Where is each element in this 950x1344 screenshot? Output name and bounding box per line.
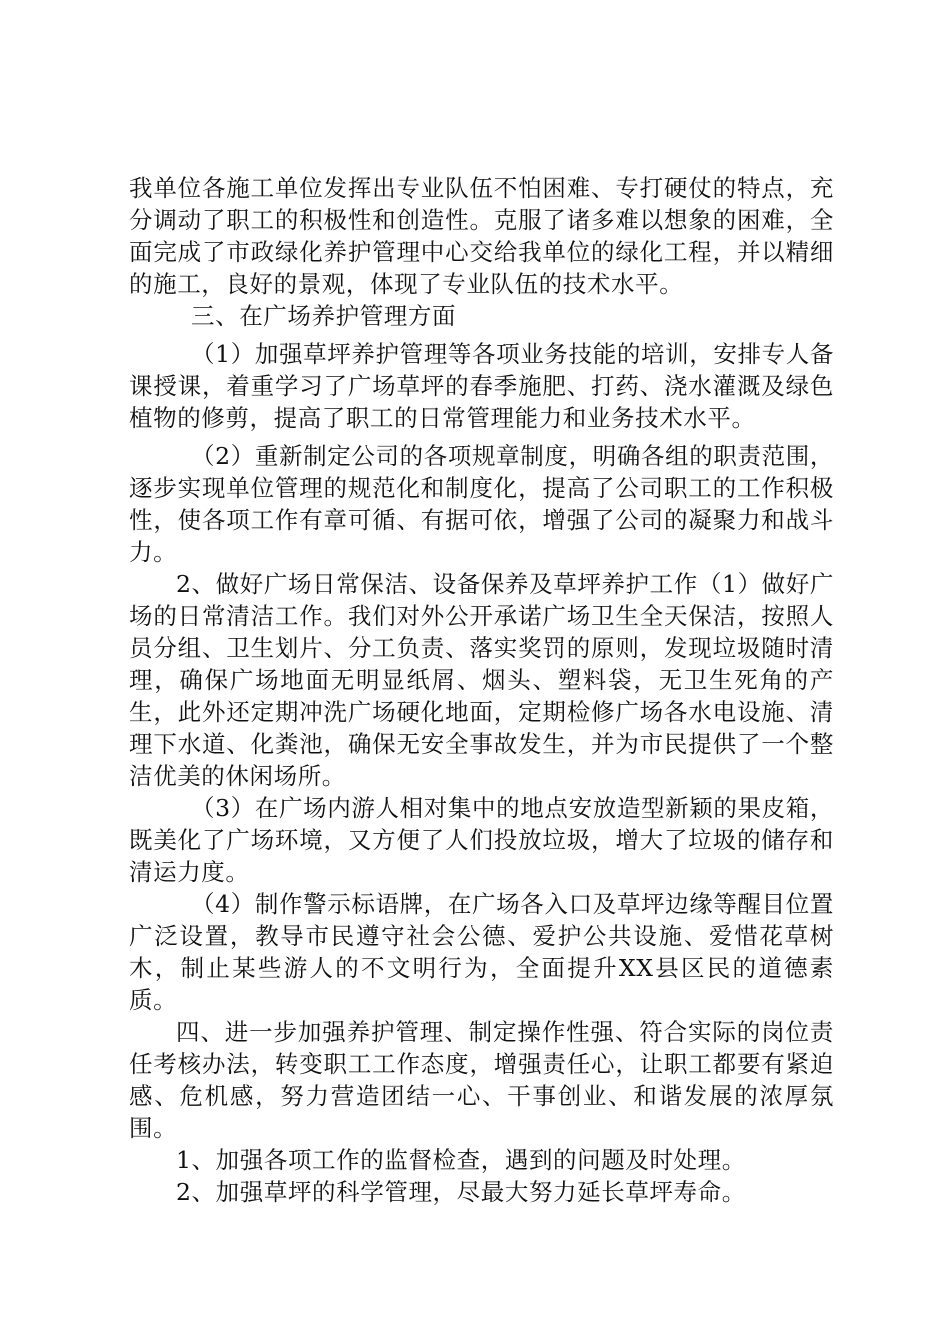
paragraph-item-2: （2）重新制定公司的各项规章制度，明确各组的职责范围，逐步实现单位管理的规范化和制度化，提高了公司职工的工作积极性，使各项工作有章可循、有据可依，增强了公司的凝聚力和战斗力。 xyxy=(129,442,834,566)
list-item-2: 2、加强草坪的科学管理，尽最大努力延长草坪寿命。 xyxy=(176,1178,746,1206)
paragraph-section-4: 四、进一步加强养护管理、制定操作性强、符合实际的岗位责任考核办法，转变职工工作态度，增强责任心，让职工都要有紧迫感、危机感，努力营造团结一心、干事创业、和谐发展的浓厚氛围。 xyxy=(129,1018,834,1142)
paragraph-item-1: （1）加强草坪养护管理等各项业务技能的培训，安排专人备课授课，着重学习了广场草坪的春季施肥、打药、浇水灌溉及绿色植物的修剪，提高了职工的日常管理能力和业务技术水平。 xyxy=(129,340,834,432)
paragraph-item-3: （3）在广场内游人相对集中的地点安放造型新颖的果皮箱，既美化了广场环境，又方便了人们投放垃圾，增大了垃圾的储存和清运力度。 xyxy=(129,794,834,886)
list-item-1: 1、加强各项工作的监督检查，遇到的问题及时处理。 xyxy=(176,1146,746,1174)
paragraph-intro: 我单位各施工单位发挥出专业队伍不怕困难、专打硬仗的特点，充分调动了职工的积极性和创造性。克服了诸多难以想象的困难，全面完成了市政绿化养护管理中心交给我单位的绿化工程，并以精细的施工，良好的景观，体现了专业队伍的技术水平。 xyxy=(129,174,834,298)
section-heading-3: 三、在广场养护管理方面 xyxy=(191,302,457,330)
document-body xyxy=(129,172,834,1208)
paragraph-item-4: （4）制作警示标语牌，在广场各入口及草坪边缘等醒目位置广泛设置，教导市民遵守社会公德、爱护公共设施、爱惜花草树木，制止某些游人的不文明行为，全面提升XX县区民的道德素质。 xyxy=(129,890,834,1014)
paragraph-section-2: 2、做好广场日常保洁、设备保养及草坪养护工作（1）做好广场的日常清洁工作。我们对外公开承诺广场卫生全天保洁，按照人员分组、卫生划片、分工负责、落实奖罚的原则，发现垃圾随时清理，确保广场地面无明显纸屑、烟头、塑料袋，无卫生死角的产生，此外还定期冲洗广场硬化地面，定期检修广场各水电设施、清理下水道、化粪池，确保无安全事故发生，并为市民提供了一个整洁优美的休闲场所。 xyxy=(129,570,834,790)
